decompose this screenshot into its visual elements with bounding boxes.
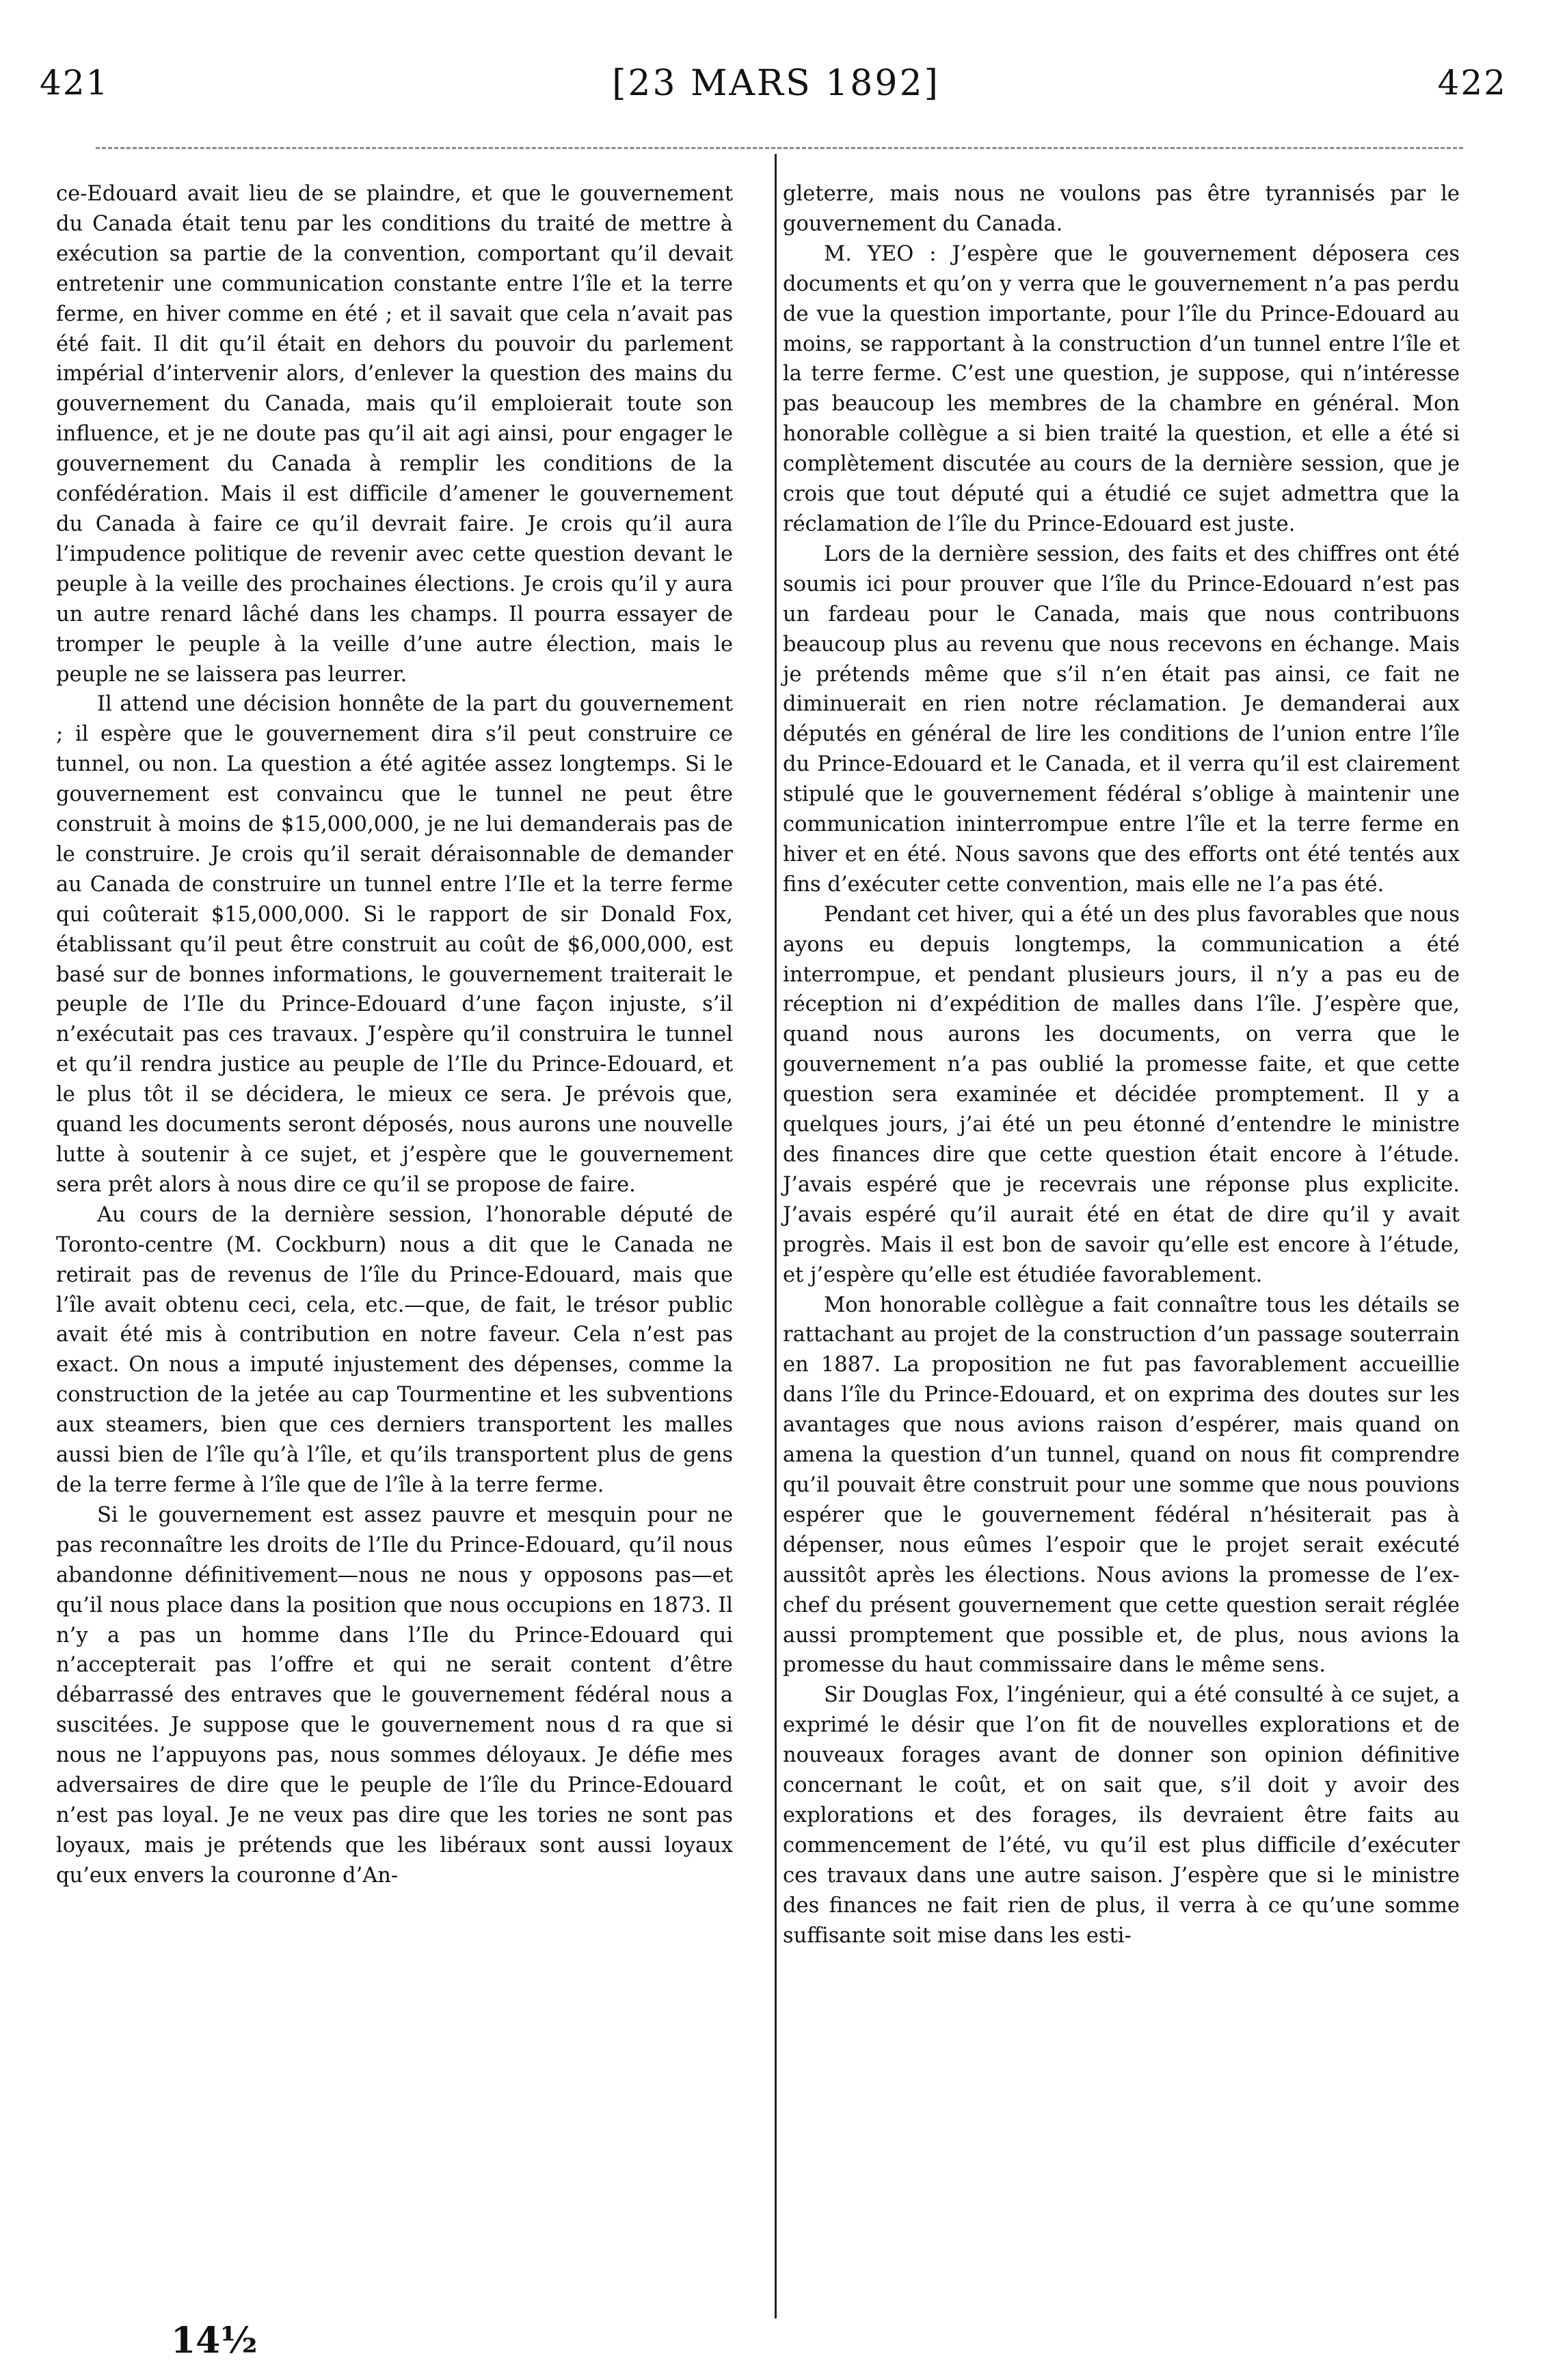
paragraph: Si le gouvernement est assez pauvre et mesquin pour ne pas reconnaître les droits de l’Ile du Prince-Edouard, qu’il nous abandonne définitivement—nous ne nous y opposons pas—et qu’il nous place dans la position que nous occupions en 1873. Il n’y a pas un homme dans l’Ile du Prince-Edouard qui n’accepterait pas l’offre et qui ne serait content d’être débarrassé des entraves que le gouvernement fédéral nous a suscitées. Je suppose que le gouvernement nous d ra que si nous ne l’appuyons pas, nous sommes déloyaux. Je défie mes adversaires de dire que le peuple de l’île du Prince-Edouard n’est pas loyal. Je ne veux pas dire que les tories ne sont pas loyaux, mais je prétends que les libéraux sont aussi loyaux qu’eux envers la couronne d’An- xyxy=(56,1503,733,1888)
paragraph: M. YEO : J’espère que le gouvernement déposera ces documents et qu’on y verra que le gouvernement n’a pas perdu de vue la question importante, pour l’île du Prince-Edouard au moins, se rapportant à la construction d’un tunnel entre l’île et la terre ferme. C’est une question, je suppose, qui n’intéresse pas beaucoup les membres de la chambre en général. Mon honorable collègue a si bien traité la question, et elle a été si complètement discutée au cours de la dernière session, que je crois que tout député qui a étudié ce sujet admettra que la réclamation de l’île du Prince-Edouard est juste. xyxy=(783,241,1460,536)
page-number-right: 422 xyxy=(1437,63,1507,103)
page-number-left: 421 xyxy=(40,63,109,103)
page-header xyxy=(0,0,1552,137)
left-column xyxy=(56,179,733,1891)
paragraph: Au cours de la dernière session, l’honorable député de Toronto-centre (M. Cockburn) nous a dit que le Canada ne retirait pas de revenus de l’île du Prince-Edouard, mais que l’île avait obtenu ceci, cela, etc.—que, de fait, le trésor public avait été mis à contribution en notre faveur. Cela n’est pas exact. On nous a imputé injustement des dépenses, comme la construction de la jetée au cap Tourmentine et les subventions aux steamers, bien que ces derniers transportent les malles aussi bien de l’île qu’à l’île, et qu’ils transportent plus de gens de la terre ferme à l’île que de l’île à la terre ferme. xyxy=(56,1202,733,1497)
page-date: [23 MARS 1892] xyxy=(612,63,940,104)
paragraph: gleterre, mais nous ne voulons pas être tyrannisés par le gouvernement du Canada. xyxy=(783,182,1460,236)
signature-mark: 14½ xyxy=(171,2320,258,2362)
paragraph: Il attend une décision honnête de la part du gouvernement ; il espère que le gouvernement dira s’il peut construire ce tunnel, ou non. La question a été agitée assez longtemps. Si le gouvernement est convaincu que le tunnel ne peut être construit à moins de $15,000,000, je ne lui demanderais pas de le construire. Je crois qu’il serait déraisonnable de demander au Canada de construire un tunnel entre l’Ile et la terre ferme qui coûterait $15,000,000. Si le rapport de sir Donald Fox, établissant qu’il peut être construit au coût de $6,000,000, est basé sur de bonnes informations, le gouvernement traiterait le peuple de l’Ile du Prince-Edouard d’une façon injuste, s’il n’exécutait pas ces travaux. J’espère qu’il construira le tunnel et qu’il rendra justice au peuple de l’Ile du Prince-Edouard, et le plus tôt il se décidera, le mieux ce sera. Je prévois que, quand les documents seront déposés, nous aurons une nouvelle lutte à soutenir à ce sujet, et j’espère que le gouvernement sera prêt alors à nous dire ce qu’il se propose de faire. xyxy=(56,692,733,1197)
paragraph: Lors de la dernière session, des faits et des chiffres ont été soumis ici pour prouver que l’île du Prince-Edouard n’est pas un fardeau pour le Canada, mais que nous contribuons beaucoup plus au revenu que nous recevons en échange. Mais je prétends même que s’il n’en était pas ainsi, ce fait ne diminuerait en rien notre réclamation. Je demanderai aux députés en général de lire les conditions de l’union entre l’île du Prince-Edouard et le Canada, et il verra qu’il est clairement stipulé que le gouvernement fédéral s’oblige à maintenir une communication ininterrompue entre l’île et la terre ferme en hiver et en été. Nous savons que des efforts ont été tentés aux fins d’exécuter cette convention, mais elle ne l’a pas été. xyxy=(783,542,1460,897)
column-divider xyxy=(775,154,777,2318)
paragraph: Pendant cet hiver, qui a été un des plus favorables que nous ayons eu depuis longtemps, la communication a été interrompue, et pendant plusieurs jours, il n’y a pas eu de réception ni d’expédition de malles dans l’île. J’espère que, quand nous aurons les documents, on verra que le gouvernement n’a pas oublié la promesse faite, et que cette question sera examinée et décidée promptement. Il y a quelques jours, j’ai été un peu étonné d’entendre le ministre des finances dire que cette question était encore à l’étude. J’avais espéré que je recevrais une réponse plus explicite. J’avais espéré qu’il aurait été en état de dire qu’il y avait progrès. Mais il est bon de savoir qu’elle est encore à l’étude, et j’espère qu’elle est étudiée favorablement. xyxy=(783,902,1460,1287)
paragraph: Sir Douglas Fox, l’ingénieur, qui a été consulté à ce sujet, a exprimé le désir que l’on fit de nouvelles explorations et de nouveaux forages avant de donner son opinion définitive concernant le coût, et on sait que, s’il doit y avoir des explorations et des forages, ils devraient être faits au commencement de l’été, vu qu’il est plus difficile d’exécuter ces travaux dans une autre saison. J’espère que si le ministre des finances ne fait rien de plus, il verra à ce qu’une somme suffisante soit mise dans les esti- xyxy=(783,1683,1460,1948)
header-rule xyxy=(96,147,1463,149)
paragraph: Mon honorable collègue a fait connaître tous les détails se rattachant au projet de la construction d’un passage souterrain en 1887. La proposition ne fut pas favorablement accueillie dans l’île du Prince-Edouard, et on exprima des doutes sur les avantages que nous avions raison d’espérer, mais quand on amena la question d’un tunnel, quand on nous fit comprendre qu’il pouvait être construit pour une somme que nous pouvions espérer que le gouvernement fédéral n’hésiterait pas à dépenser, nous eûmes l’espoir que le projet serait exécuté aussitôt après les élections. Nous avions la promesse de l’ex-chef du présent gouvernement que cette question serait réglée aussi promptement que possible et, de plus, nous avions la promesse du haut commissaire dans le même sens. xyxy=(783,1293,1460,1678)
paragraph: ce-Edouard avait lieu de se plaindre, et que le gouvernement du Canada était tenu par les conditions du traité de mettre à exécution sa partie de la convention, comportant qu’il devait entretenir une communication constante entre l’île et la terre ferme, en hiver comme en été ; et il savait que cela n’avait pas été fait. Il dit qu’il était en dehors du pouvoir du parlement impérial d’intervenir alors, d’enlever la question des mains du gouvernement du Canada, mais qu’il emploierait toute son influence, et je ne doute pas qu’il ait agi ainsi, pour engager le gouvernement du Canada à remplir les conditions de la confédération. Mais il est difficile d’amener le gouvernement du Canada à faire ce qu’il devrait faire. Je crois qu’il aura l’impudence politique de revenir avec cette question devant le peuple à la veille des prochaines élections. Je crois qu’il y aura un autre renard lâché dans les champs. Il pourra essayer de tromper le peuple à la veille d’une autre élection, mais le peuple ne se laissera pas leurrer. xyxy=(56,182,733,687)
right-column xyxy=(783,179,1460,1951)
